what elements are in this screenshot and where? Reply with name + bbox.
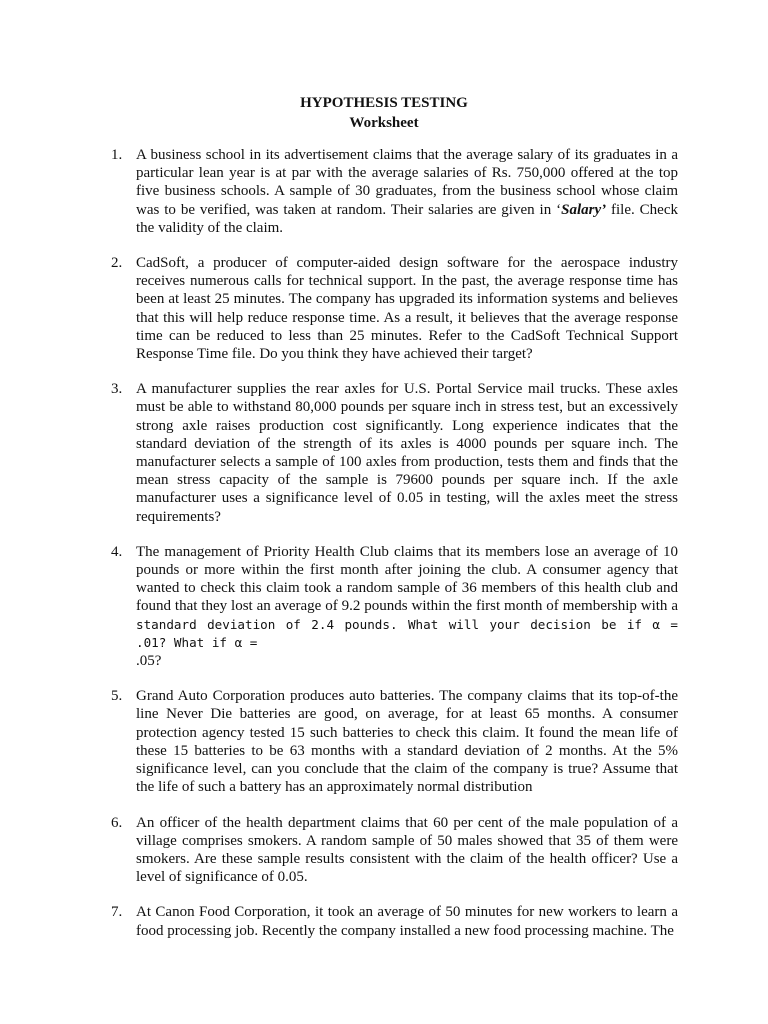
question-text-part: The management of Priority Health Club claims that its members lose an average of 10 pounds or more within the first month after joining the club. A consumer agency that wanted to check this claim took a random sample of 36 members of this health club and found that they lost an average of 9.2 pounds within the first month of membership with a: [136, 543, 678, 615]
question-item-1: [0, 146, 768, 237]
question-text: A manufacturer supplies the rear axles for U.S. Portal Service mail trucks. These axles must be able to withstand 80,000 pounds per square inch in stress test, but an excessively strong axle raises production cost significantly. Long experience indicates that the standard deviation of the strength of its axles is 4000 pounds per square inch. The manufacturer selects a sample of 100 axles from production, tests them and finds that the mean stress capacity of the sample is 79600 pounds per square inch. If the axle manufacturer uses a significance level of 0.05 in testing, will the axles meet the stress requirements?: [136, 381, 678, 525]
question-text: [136, 544, 678, 669]
question-item-7: [0, 903, 768, 939]
question-text: An officer of the health department claims that 60 per cent of the male population of a village comprises smokers. A random sample of 50 males showed that 35 of them were smokers. Are these sample results consistent with the claim of the health officer? Use a level of significance of 0.05.: [136, 814, 678, 886]
question-item-5: [0, 687, 768, 796]
question-text-part: file. Check the validity of the claim.: [136, 201, 678, 236]
question-number: 3.: [111, 381, 123, 398]
question-list: [0, 146, 768, 957]
question-text: [136, 147, 678, 236]
question-text: Grand Auto Corporation produces auto batteries. The company claims that its top-of-the line Never Die batteries are good, on average, for at least 65 months. A consumer protection agency tested 15 such batteries to check this claim. It found the mean life of these 15 batteries to be 63 months with a standard deviation of 2 months. At the 5% significance level, can you conclude that the claim of the company is true? Assume that the life of such a battery has an approximately normal distribution: [136, 688, 678, 796]
document-subtitle: Worksheet: [349, 115, 419, 131]
question-text: CadSoft, a producer of computer-aided design software for the aerospace industry receives numerous calls for technical support. In the past, the average response time has been at least 25 minutes. The company has upgraded its information systems and believes that this will help reduce response time. As a result, it believes that the average response time can be reduced to less than 25 minutes. Refer to the CadSoft Technical Support Response Time file. Do you think they have achieved their target?: [136, 255, 678, 363]
question-item-6: [0, 814, 768, 887]
question-number: 2.: [111, 255, 123, 272]
question-text-part: A business school in its advertisement claims that the average salary of its graduates in a particular lean year is at par with the average salaries of Rs. 750,000 offered at the top five business schools. A sample of 30 graduates, from the business school whose claim was to be verified, was taken at random. Their salaries are given in ‘: [136, 147, 678, 218]
file-name-emphasis: Salary’: [561, 201, 607, 218]
question-item-3: [0, 380, 768, 526]
question-number: 4.: [111, 543, 123, 560]
math-text: standard deviation of 2.4 pounds. What will your decision be if α = .01? What if α =: [136, 616, 678, 650]
question-number: 5.: [111, 688, 123, 705]
question-number: 6.: [111, 814, 123, 831]
question-item-4: [0, 543, 768, 670]
title-block: [0, 93, 768, 133]
question-number: 1.: [111, 147, 123, 163]
question-number: 7.: [111, 904, 123, 921]
question-text: At Canon Food Corporation, it took an average of 50 minutes for new workers to learn a food processing job. Recently the company installed a new food processing machine. The: [136, 904, 678, 939]
question-text-part: .05?: [136, 653, 162, 670]
document-title: HYPOTHESIS TESTING: [300, 95, 468, 111]
question-item-2: [0, 254, 768, 363]
